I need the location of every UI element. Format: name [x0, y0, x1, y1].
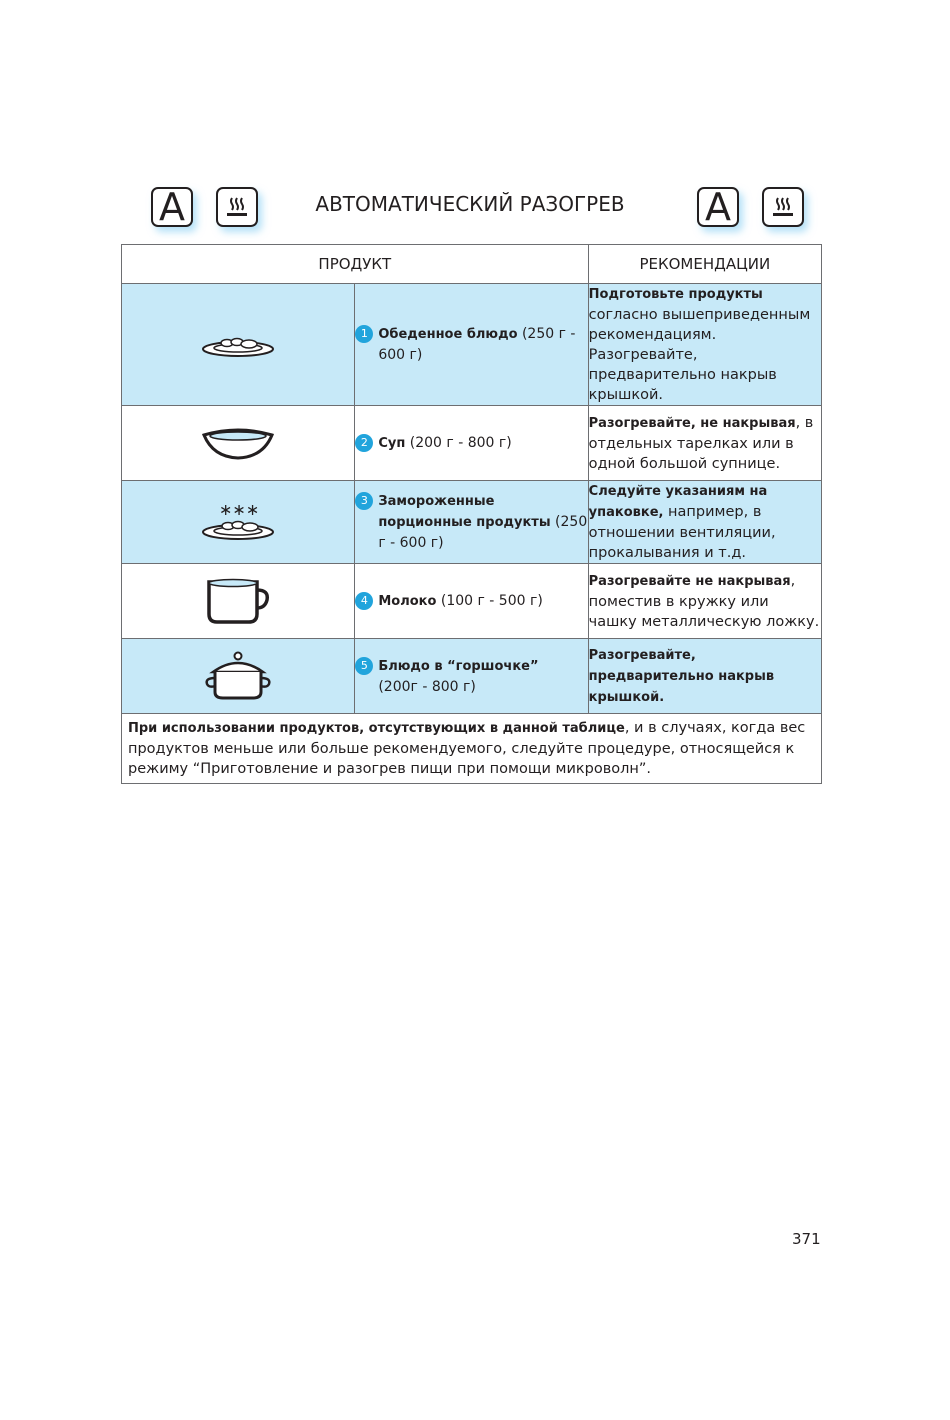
table-row [122, 284, 822, 406]
recommendation-cell [588, 564, 821, 639]
frozen-plate-icon [122, 481, 355, 564]
product-name: Обеденное блюдо [378, 327, 518, 342]
plate-with-food-icon [122, 284, 355, 406]
recommendation-cell [588, 639, 821, 714]
product-name: Замороженные порционные продукты [378, 494, 551, 530]
item-number-badge: 1 [355, 325, 373, 343]
recommendation-emphasis: Разогревайте не накрывая [588, 573, 791, 589]
table-row [122, 481, 822, 564]
section-header [0, 180, 950, 240]
product-name: Блюдо в “горшочке” [378, 658, 539, 674]
product-cell [355, 406, 588, 481]
table-row [122, 406, 822, 481]
recommendation-cell [588, 284, 821, 406]
column-header-product: ПРОДУКТ [122, 245, 589, 284]
table-row [122, 639, 822, 714]
item-number-badge: 2 [355, 434, 373, 452]
recommendation-emphasis: Разогревайте, не накрывая [588, 415, 796, 431]
recommendation-text: например, в отношении вентиляции, прокалывания и т.д. [588, 504, 776, 561]
product-name: Суп [378, 435, 406, 451]
table-footer-row [122, 714, 822, 784]
pot-icon [122, 639, 355, 714]
footer-text: , и в случаях, когда вес продуктов меньше или больше рекомендуемого, следуйте процедуре, относящейся к режиму “Приготовление и разогрев пищи при помощи микроволн”. [128, 720, 806, 777]
svg-text:∗∗∗: ∗∗∗ [219, 502, 260, 519]
product-cell [355, 564, 588, 639]
product-weight: (250 г - 600 г) [378, 326, 576, 363]
recommendation-text: согласно вышеприведенным рекомендациям. Разогревайте, предварительно накрыв крышкой. [588, 307, 811, 403]
recommendation-emphasis: Следуйте указаниям на упаковке, [588, 484, 768, 520]
item-number-badge: 5 [355, 657, 373, 675]
table-row [122, 564, 822, 639]
product-cell [355, 284, 588, 406]
product-cell [355, 639, 588, 714]
product-weight: (200 г - 800 г) [405, 434, 512, 451]
recommendation-text: , в отдельных тарелках или в одной большой супнице. [588, 414, 814, 472]
recommendation-cell [588, 406, 821, 481]
product-weight: (200г - 800 г) [378, 678, 476, 695]
item-number-badge: 3 [355, 492, 373, 510]
auto-reheat-table [121, 244, 822, 784]
product-name: Молоко [378, 593, 437, 609]
auto-a-icon: A [151, 187, 193, 227]
footer-note [122, 714, 822, 784]
product-cell [355, 481, 588, 564]
product-weight: (100 г - 500 г) [436, 592, 543, 609]
page-title: АВТОМАТИЧЕСКИЙ РАЗОГРЕВ [315, 192, 625, 216]
soup-bowl-icon [122, 406, 355, 481]
milk-cup-icon [122, 564, 355, 639]
reheat-steam-icon [216, 187, 258, 227]
auto-a-icon: A [697, 187, 739, 227]
recommendation-emphasis: Подготовьте продукты [588, 287, 763, 302]
item-number-badge: 4 [355, 592, 373, 610]
page-number: 371 [792, 1230, 821, 1248]
reheat-steam-icon [762, 187, 804, 227]
product-weight: (250 г - 600 г) [378, 514, 588, 551]
recommendation-cell [588, 481, 821, 564]
recommendation-emphasis: Разогревайте, предварительно накрыв крышкой. [588, 647, 775, 705]
column-header-recommendations: РЕКОМЕНДАЦИИ [588, 245, 821, 284]
recommendation-text: , поместив в кружку или чашку металлическую ложку. [588, 572, 820, 630]
footer-emphasis: При использовании продуктов, отсутствующих в данной таблице [128, 721, 625, 736]
